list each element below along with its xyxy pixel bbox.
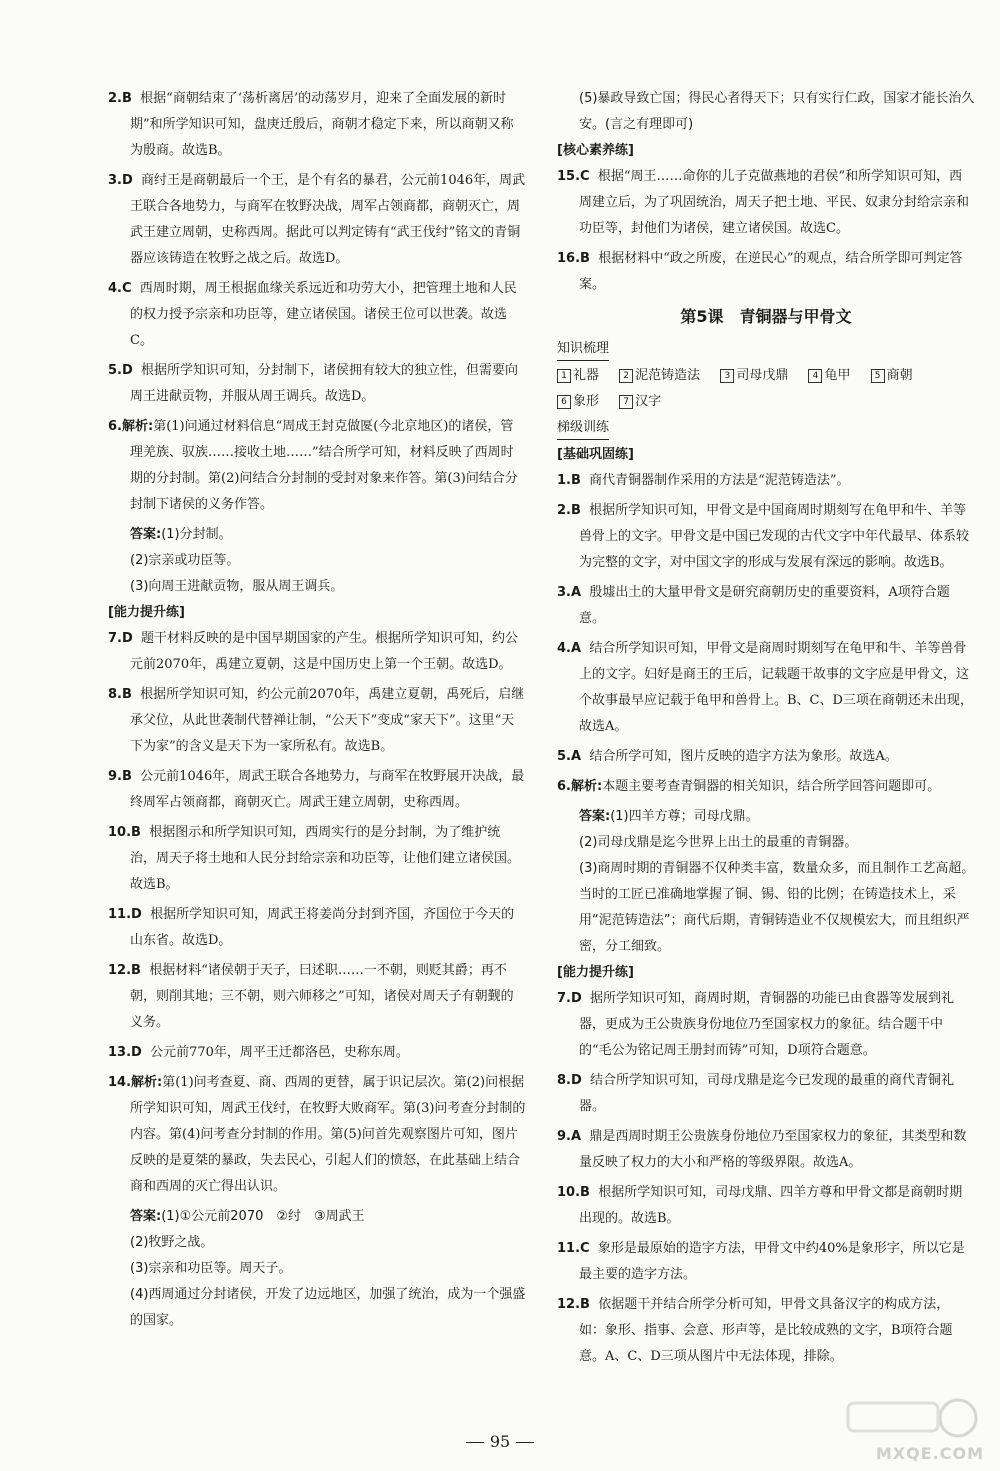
answer-item: 4.C 西周时期，周王根据血缘关系远近和功劳大小，把管理土地和人民的权力授予宗亲和功臣等，建立诸侯国。诸侯王位可以世袭。故选C。	[108, 281, 517, 348]
answer-item: 9.B 公元前1046年，周武王联合各地势力，与商军在牧野展开决战，最终周军占领商都，商朝灭亡。周武王建立周朝，史称西周。	[108, 769, 525, 810]
answer-item: 11.D 根据所学知识可知，周武王将姜尚分封到齐国，齐国位于今天的山东省。故选D。	[108, 907, 515, 948]
answer-item: 10.B 根据所学知识可知，司母戊鼎、四羊方尊和甲骨文都是商朝时期出现的。故选B。	[557, 1185, 963, 1226]
section-tag-training: 梯级训练	[557, 417, 609, 440]
answer-item: 12.B 根据材料“诸侯朝于天子，曰述职……一不朝，则贬其爵；再不朝，则削其地；三不朝，则六师移之”可知，诸侯对周天子有朝觐的义务。	[108, 963, 514, 1030]
answer-item: 6.解析:本题主要考查青铜器的相关知识，结合所学回答问题即可。	[557, 779, 941, 794]
answer-item: 5.D 根据所学知识可知，分封制下，诸侯拥有较大的独立性，但需要向周王进献贡物，并服从周王调兵。故选D。	[108, 363, 519, 404]
answer-item: 3.D 商纣王是商朝最后一个王，是个有名的暴君，公元前1046年，周武王联合各地势力，与商军在牧野决战，周军占领商都，商朝灭亡，周武王建立周朝，史称西周。据此可以判定铸有“武王伐纣”铭文的青铜器应该铸造在牧野之战之后。故选D。	[108, 173, 526, 266]
knowledge-item: 7 汉字	[619, 394, 661, 409]
answer-line: 答案:(1)四羊方尊；司母戊鼎。	[579, 809, 759, 824]
knowledge-item: 2 泥范铸造法	[619, 368, 700, 383]
knowledge-item: 4 龟甲	[808, 368, 850, 383]
answer-line: (3)宗亲和功臣等。周天子。	[130, 1261, 292, 1276]
answer-line: 答案:(1)①公元前2070 ②纣 ③周武王	[130, 1209, 365, 1224]
answer-item: 5.A 结合所学可知，图片反映的造字方法为象形。故选A。	[557, 749, 898, 764]
lesson-title: 第5课 青铜器与甲骨文	[680, 307, 852, 326]
section-heading: [能力提升练]	[557, 965, 634, 980]
answer-line: (2)司母戊鼎是迄今世界上出土的最重的青铜器。	[579, 835, 858, 850]
answer-item: 3.A 殷墟出土的大量甲骨文是研究商朝历史的重要资料，A项符合题意。	[557, 585, 950, 626]
dash-left	[466, 1442, 484, 1443]
answer-item: 11.C 象形是最原始的造字方法，甲骨文中约40%是象形字，所以它是最主要的造字方法。	[557, 1241, 965, 1282]
answer-item: 10.B 根据图示和所学知识可知，西周实行的是分封制，为了维护统治，周天子将土地和人民分封给宗亲和功臣等，让他们建立诸侯国。故选B。	[108, 825, 521, 892]
answer-item: 8.B 根据所学知识可知，约公元前2070年，禹建立夏朝，禹死后，启继承父位，从此世袭制代替禅让制，“公天下”变成“家天下”。这里“天下为家”的含义是天下为一家所私有。故选B。	[108, 687, 525, 754]
answer-item: 6.解析:第(1)问通过材料信息“周成王封克做匽(今北京地区)的诸侯，管理羌族、驭族……接收土地……”结合所学可知，材料反映了西周时期的分封制。第(2)问结合分封制的受封对象来作答。第(3)问结合分封制下诸侯的义务作答。	[108, 419, 518, 512]
answer-line: (2)宗亲或功臣等。	[130, 553, 240, 568]
dash-right	[516, 1442, 534, 1443]
answer-item: 8.D 结合所学知识可知，司母戊鼎是迄今已发现的最重的商代青铜礼器。	[557, 1073, 955, 1114]
answer-item: 7.D 据所学知识可知，商周时期，青铜器的功能已由食器等发展到礼器，更成为王公贵族身份地位乃至国家权力的象征。结合题干中的“毛公为铭记周王册封而铸”可知，D项符合题意。	[557, 991, 955, 1058]
knowledge-item: 1 礼器	[557, 368, 599, 383]
answer-item: 1.B 商代青铜器制作采用的方法是“泥范铸造法”。	[557, 473, 850, 488]
left-column	[108, 86, 526, 1334]
answer-line: (3)向周王进献贡物，服从周王调兵。	[130, 579, 344, 594]
answer-item: 9.A 鼎是西周时期王公贵族身份地位乃至国家权力的象征，其类型和数量反映了权力的大小和严格的等级界限。故选A。	[557, 1129, 967, 1170]
answer-item: 13.D 公元前770年，周平王迁都洛邑，史称东周。	[108, 1045, 409, 1060]
section-tag-knowledge: 知识梳理	[557, 338, 609, 361]
right-column	[557, 86, 975, 1374]
knowledge-item: 6 象形	[557, 394, 599, 409]
knowledge-list	[557, 389, 975, 415]
answer-item: 2.B 根据所学知识可知，甲骨文是中国商周时期刻写在龟甲和牛、羊等兽骨上的文字。甲骨文是中国已发现的古代文字中年代最早、体系较为完整的文字，对中国文字的形成与发展有深远的影响。故选B。	[557, 503, 970, 570]
page-number: 95	[0, 1432, 1000, 1451]
answer-item: 4.A 结合所学知识可知，甲骨文是商周时期刻写在龟甲和牛、羊等兽骨上的文字。妇好是商王的王后，记载题干故事的文字应是甲骨文，这个故事最早应记载于龟甲和兽骨上。B、C、D三项在商朝还未出现，故选A。	[557, 641, 973, 734]
knowledge-item: 3 司母戊鼎	[720, 368, 788, 383]
answer-item: 2.B 根据“商朝结束了‘荡析离居’的动荡岁月，迎来了全面发展的新时期”和所学知识可知，盘庚迁殷后，商朝才稳定下来，所以商朝又称为殷商。故选B。	[108, 91, 514, 158]
watermark-text: MXQE.COM	[875, 1444, 984, 1463]
section-heading: [核心素养练]	[557, 143, 634, 158]
answer-line: (3)商周时期的青铜器不仅种类丰富，数量众多，而且制作工艺高超。当时的工匠已准确地掌握了铜、锡、铅的比例；在铸造技术上，采用“泥范铸造法”；商代后期，青铜铸造业不仅规模宏大，而且组织严密，分工细致。	[579, 861, 975, 954]
answer-item: 14.解析:第(1)问考查夏、商、西周的更替，属于识记层次。第(2)问根据所学知识可知，周武王伐纣，在牧野大败商军。第(3)问考查分封制的内容。第(4)问考查分封制的作用。第(5)问首先观察图片可知，图片反映的是夏桀的暴政，失去民心，引起人们的愤怒，在此基础上结合商和西周的灭亡得出认识。	[108, 1075, 526, 1194]
watermark-graphic	[838, 1393, 988, 1443]
knowledge-item: 5 商朝	[871, 368, 913, 383]
answer-item: 12.B 依据题干并结合所学分析可知，甲骨文具备汉字的构成方法，如：象形、指事、会意、形声等，是比较成熟的文字，B项符合题意。A、C、D三项从图片中无法体现，排除。	[557, 1297, 953, 1364]
answer-line: (2)牧野之战。	[130, 1235, 214, 1250]
answer-item: 15.C 根据“周王……命你的儿子克做燕地的君侯”和所学知识可知，西周建立后，为了巩固统治，周天子把土地、平民、奴隶分封给宗亲和功臣等，封他们为诸侯，建立诸侯国。故选C。	[557, 169, 970, 236]
answer-item: 7.D 题干材料反映的是中国早期国家的产生。根据所学知识可知，约公元前2070年，禹建立夏朝，这是中国历史上第一个王朝。故选D。	[108, 631, 519, 672]
answer-item: 16.B 根据材料中“政之所废，在逆民心”的观点，结合所学即可判定答案。	[557, 251, 963, 292]
answer-line: 答案:(1)分封制。	[130, 527, 232, 542]
answer-line: (4)西周通过分封诸侯，开发了边远地区，加强了统治，成为一个强盛的国家。	[130, 1287, 526, 1328]
answer-line: (5)暴政导致亡国；得民心者得天下；只有实行仁政，国家才能长治久安。(言之有理即可)	[579, 91, 975, 132]
section-heading: [基础巩固练]	[557, 447, 634, 462]
knowledge-list	[557, 363, 975, 389]
section-heading: [能力提升练]	[108, 605, 185, 620]
watermark-logo	[838, 1393, 988, 1463]
